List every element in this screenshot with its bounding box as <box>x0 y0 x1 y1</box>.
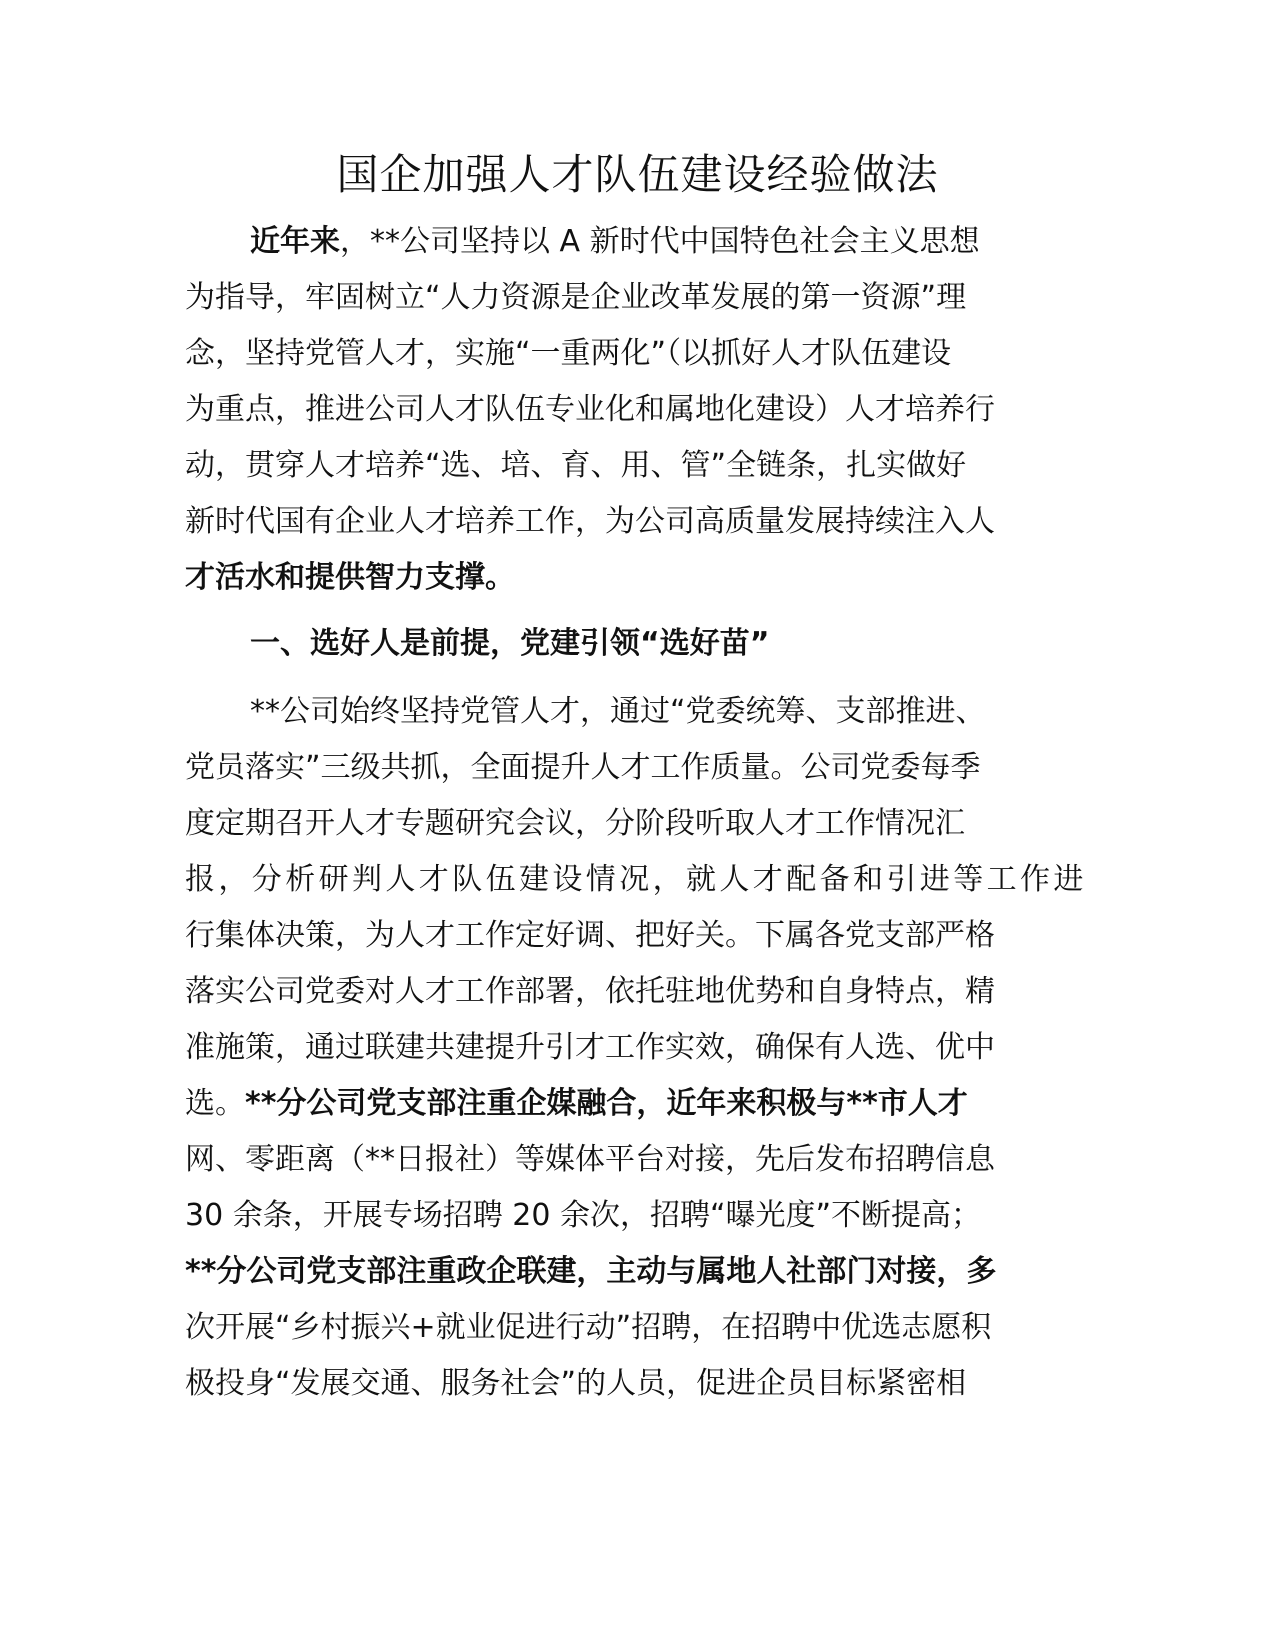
bold-lead-text: 近年来 <box>250 224 340 259</box>
paragraph-line: 党员落实”三级共抓，全面提升人才工作质量。公司党委每季 <box>185 750 981 785</box>
paragraph-line: 网、零距离（**日报社）等媒体平台对接，先后发布招聘信息 <box>185 1142 995 1177</box>
paragraph-line: 行集体决策，为人才工作定好调、把好关。下属各党支部严格 <box>185 918 995 953</box>
line-text: ，**公司坚持以 A 新时代中国特色社会主义思想 <box>340 224 980 259</box>
paragraph-line: 为指导，牢固树立“人力资源是企业改革发展的第一资源”理 <box>185 280 967 315</box>
paragraph-line: 念，坚持党管人才，实施“一重两化”（以抓好人才队伍建设 <box>185 336 952 371</box>
line-text: 选。 <box>185 1086 245 1121</box>
paragraph-line: 30 余条，开展专场招聘 20 余次，招聘“曝光度”不断提高； <box>185 1198 982 1233</box>
paragraph-line: 准施策，通过联建共建提升引才工作实效，确保有人选、优中 <box>185 1030 995 1065</box>
paragraph-line: 才活水和提供智力支撑。 <box>185 560 515 595</box>
paragraph-line: 次开展“乡村振兴+就业促进行动”招聘，在招聘中优选志愿积 <box>185 1310 992 1345</box>
paragraph-line: 报，分析研判人才队伍建设情况，就人才配备和引进等工作进 <box>185 862 1087 897</box>
paragraph-line <box>185 1084 968 1124</box>
paragraph-line <box>250 222 980 262</box>
paragraph-line: 极投身“发展交通、服务社会”的人员，促进企员目标紧密相 <box>185 1366 967 1401</box>
paragraph-line: 新时代国有企业人才培养工作，为公司高质量发展持续注入人 <box>185 504 995 539</box>
section-heading: 一、选好人是前提，党建引领“选好苗” <box>250 626 770 661</box>
paragraph-line: 为重点，推进公司人才队伍专业化和属地化建设）人才培养行 <box>185 392 995 427</box>
paragraph-line: **公司始终坚持党管人才，通过“党委统筹、支部推进、 <box>250 694 986 729</box>
document-title: 国企加强人才队伍建设经验做法 <box>336 150 939 199</box>
paragraph-line: 动，贯穿人才培养“选、培、育、用、管”全链条，扎实做好 <box>185 448 967 483</box>
paragraph-line: 落实公司党委对人才工作部署，依托驻地优势和自身特点，精 <box>185 974 995 1009</box>
paragraph-line: 度定期召开人才专题研究会议，分阶段听取人才工作情况汇 <box>185 806 965 841</box>
bold-text: **分公司党支部注重企媒融合，近年来积极与**市人才 <box>245 1086 968 1121</box>
paragraph-line: **分公司党支部注重政企联建，主动与属地人社部门对接，多 <box>185 1254 997 1289</box>
